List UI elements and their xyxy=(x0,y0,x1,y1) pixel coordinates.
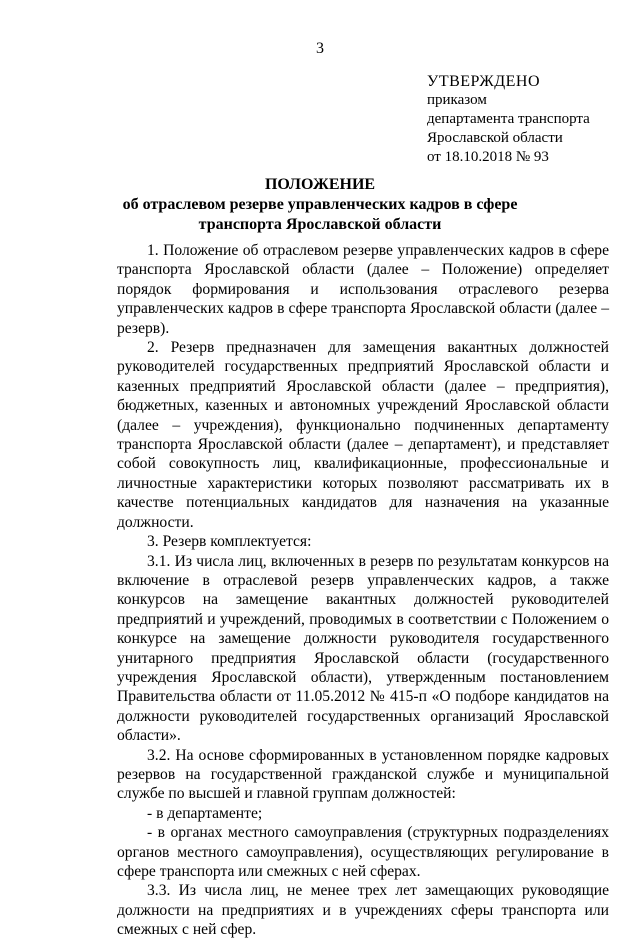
paragraph: 2. Резерв предназначен для замещения вакантных должностей руководителей государственных предприятий Ярославской области и казенных предприятий Ярославской области (далее – предприятия), бюджетных, казенных и автономных учреждений Ярославской области (далее – учреждения), функционально подчиненных департаменту транспорта Ярославской области (далее – департамент), и представляет собой совокупность лиц, квалификационные, профессиональные и личностные характеристики которых позволяют рассматривать их в качестве потенциальных кандидатов для назначения на указанные должности. xyxy=(117,339,609,531)
approval-line: департамента транспорта xyxy=(427,111,590,127)
approval-line: приказом xyxy=(427,92,487,108)
page-number: 3 xyxy=(316,40,324,57)
document-body xyxy=(117,241,609,940)
approval-line: Ярославской области xyxy=(427,130,563,146)
approval-stamp xyxy=(427,72,627,167)
paragraph: 3.1. Из числа лиц, включенных в резерв по результатам конкурсов на включение в отраслевой резерв управленческих кадров, а также конкурсов на замещение вакантных должностей руководителей предприятий и учреждений, проводимых в соответствии с Положением о конкурсе на замещение должности руководителя государственного унитарного предприятия Ярославской области (государственного учреждения Ярославской области), утвержденным постановлением Правительства области от 11.05.2012 № 415-п «О подборе кандидатов на должности руководителей государственных организаций Ярославской области». xyxy=(117,552,609,745)
list-item: - в органах местного самоуправления (структурных подразделениях органов местного самоуправления), осуществляющих регулирование в сфере транспорта или смежных с ней сферах. xyxy=(117,824,609,880)
paragraph: 3. Резерв комплектуется: xyxy=(147,533,312,551)
paragraph: 3.2. На основе сформированных в установленном порядке кадровых резервов на государственной гражданской службе и муниципальной службе по высшей и главной группам должностей: xyxy=(117,746,609,803)
approval-line: от 18.10.2018 № 93 xyxy=(427,149,549,165)
approval-heading: УТВЕРЖДЕНО xyxy=(427,73,541,90)
list-item: - в департаменте; xyxy=(147,804,263,822)
document-title xyxy=(100,175,540,235)
title-line: транспорта Ярославской области xyxy=(198,216,442,233)
title-line: ПОЛОЖЕНИЕ xyxy=(264,176,376,193)
paragraph: 3.3. Из числа лиц, не менее трех лет замещающих руководящие должности на предприятиях и в учреждениях сферы транспорта или смежных с ней сфер. xyxy=(117,882,609,939)
paragraph: 1. Положение об отраслевом резерве управленческих кадров в сфере транспорта Ярославской области (далее – Положение) определяет порядок формирования и использования отраслевого резерва управленческих кадров в сфере транспорта Ярославской области (далее – резерв). xyxy=(117,242,609,337)
title-line: об отраслевом резерве управленческих кадров в сфере xyxy=(122,196,518,213)
